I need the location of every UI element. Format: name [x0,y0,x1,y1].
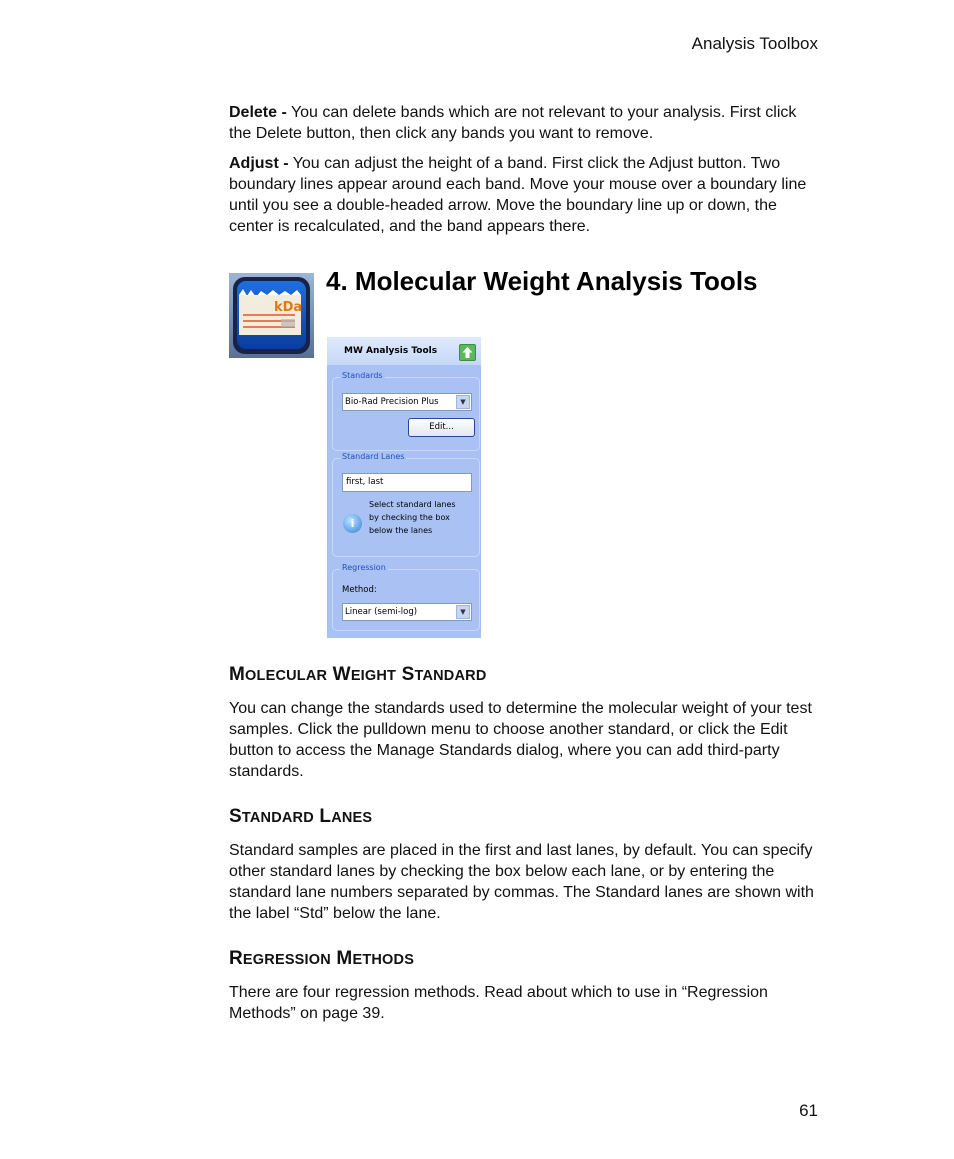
info-icon: i [343,514,362,533]
standards-group [332,371,480,451]
panel-title: MW Analysis Tools [344,346,438,356]
regression-label: Regression [342,563,386,572]
regression-method-selected: Linear (semi-log) [345,607,418,617]
svg-text:kDa: kDa [274,300,303,315]
standard-lanes-heading: STANDARD LANES [229,806,373,827]
delete-paragraph [229,102,821,144]
panel-header [327,337,481,365]
standard-lanes-body: Standard samples are placed in the first and last lanes, by default. You can specify other standard lanes by checking the box below each lane, or by entering the standard lane numbers separated by commas. The Standard lanes are shown with the label “Std” below the lane. [229,842,814,922]
standard-lanes-value: first, last [346,477,384,487]
up-arrow-icon[interactable] [459,344,476,361]
standards-selected: Bio-Rad Precision Plus [345,397,439,407]
standard-lanes-input[interactable] [342,473,472,492]
chevron-down-icon[interactable]: ▼ [456,605,470,619]
running-head: Analysis Toolbox [691,34,818,53]
standard-lanes-label: Standard Lanes [342,452,405,461]
regression-methods-body: There are four regression methods. Read about which to use in “Regression Methods” on page 39. [229,984,768,1022]
standards-label: Standards [342,371,383,380]
adjust-text: You can adjust the height of a band. First click the Adjust button. Two boundary lines appear around each band. Move your mouse over a boundary line until you see a double-headed arrow. Move the boundary line up or down, the center is recalculated, and the band appears there. [229,155,807,235]
regression-methods-heading: REGRESSION METHODS [229,948,415,969]
mw-standard-heading: MOLECULAR WEIGHT STANDARD [229,664,487,685]
standard-lanes-group [332,452,480,557]
page-number: 61 [799,1101,818,1120]
standards-select[interactable] [342,393,472,411]
mw-analysis-tools-panel [327,337,481,638]
adjust-term: Adjust - [229,155,289,172]
delete-term: Delete - [229,104,287,121]
edit-button[interactable]: Edit... [408,418,475,437]
regression-method-select[interactable] [342,603,472,621]
regression-group [332,563,480,631]
chevron-down-icon[interactable]: ▼ [456,395,470,409]
chapter-title: 4. Molecular Weight Analysis Tools [326,266,758,296]
mw-standard-body: You can change the standards used to determine the molecular weight of your test samples. Click the pulldown menu to choose another standard, or click the Edit button to access the Manage Standards dialog, where you can add third-party standards. [229,700,812,780]
method-label: Method: [342,585,377,595]
standard-lanes-info: Select standard lanes by checking the box below the lanes [369,500,456,535]
kda-chart-icon [229,273,314,358]
delete-text: You can delete bands which are not relevant to your analysis. First click the Delete button, then click any bands you want to remove. [229,104,797,142]
adjust-paragraph [229,153,821,237]
